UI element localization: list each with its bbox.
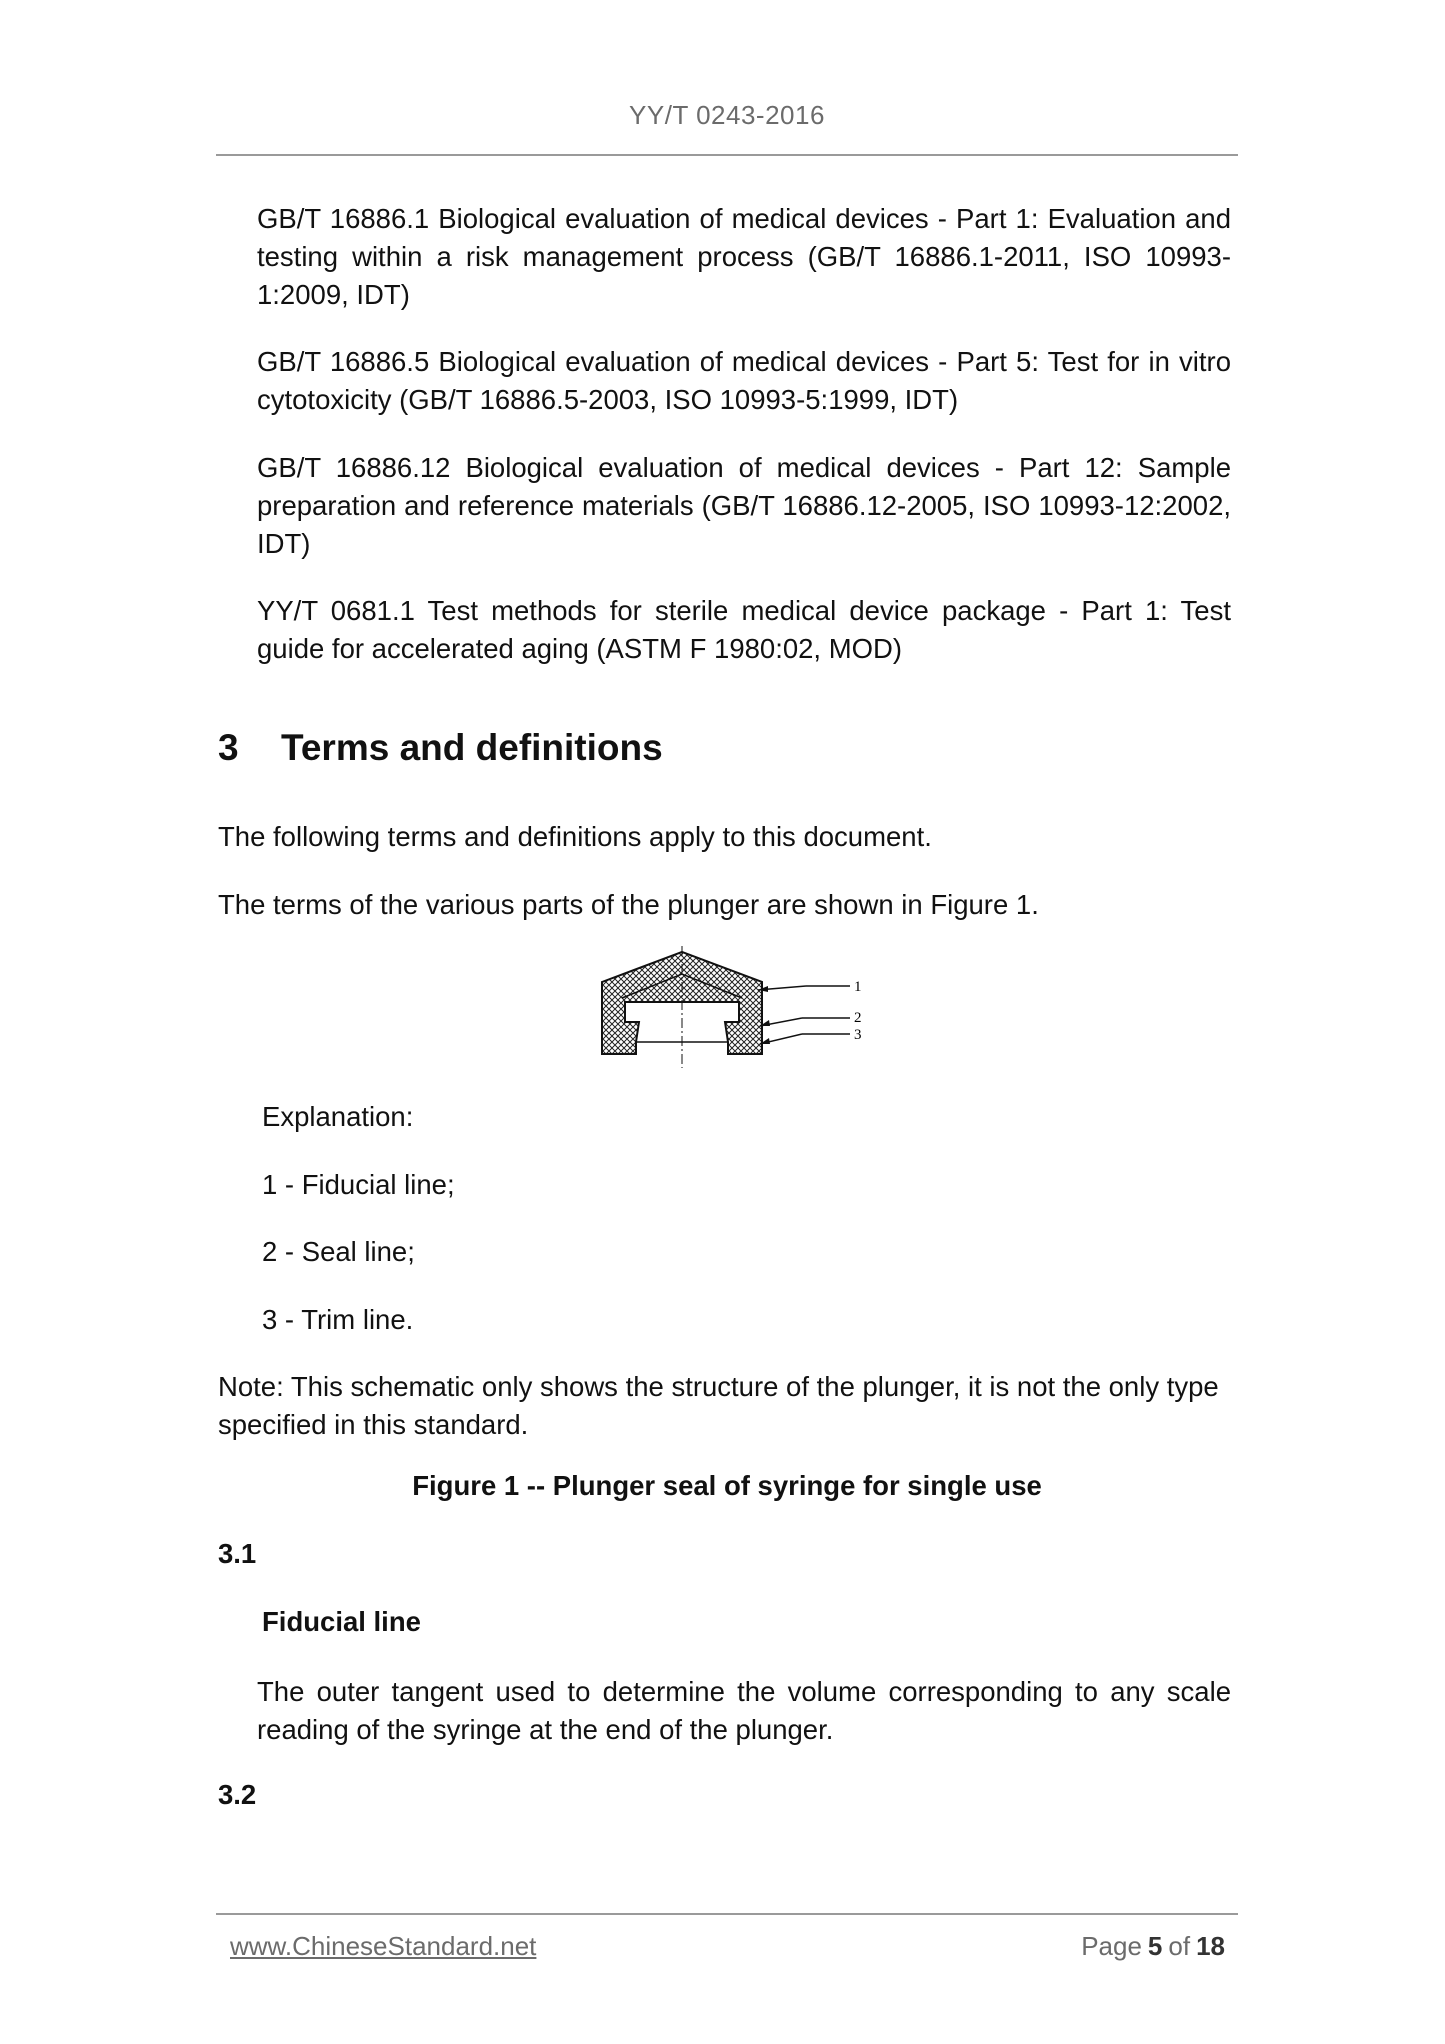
term-fiducial-line: Fiducial line <box>262 1606 421 1637</box>
section-heading <box>218 727 663 769</box>
figure-reference-text: The terms of the various parts of the plunger are shown in Figure 1. <box>218 889 1039 920</box>
section-intro: The following terms and definitions apply to this document. <box>218 821 932 852</box>
plunger-seal-figure <box>588 946 868 1068</box>
reference-gbt-16886-1: GB/T 16886.1 Biological evaluation of medical devices - Part 1: Evaluation and testing within a risk management process (GB/T 16886.1-2011, ISO 10993-1:2009, IDT) <box>257 203 1231 310</box>
term-number-3-2: 3.2 <box>218 1779 257 1810</box>
footer-divider <box>216 1913 1238 1915</box>
page-of-label: of <box>1168 1931 1191 1961</box>
website-link[interactable]: www.ChineseStandard.net <box>230 1931 537 1961</box>
callout-2: 2 <box>854 1010 862 1026</box>
section-number: 3 <box>218 727 239 768</box>
figure-caption: Figure 1 -- Plunger seal of syringe for single use <box>412 1470 1042 1501</box>
figure-note: Note: This schematic only shows the structure of the plunger, it is not the only type specified in this standard. <box>218 1371 1219 1440</box>
page-number: 5 <box>1147 1931 1163 1961</box>
definition-fiducial-line: The outer tangent used to determine the volume corresponding to any scale reading of the syringe at the end of the plunger. <box>257 1676 1231 1745</box>
explanation-item-3: 3 - Trim line. <box>262 1304 414 1335</box>
reference-gbt-16886-5: GB/T 16886.5 Biological evaluation of medical devices - Part 5: Test for in vitro cytotoxicity (GB/T 16886.5-2003, ISO 10993-5:1999, IDT) <box>257 346 1231 415</box>
page-indicator <box>1081 1931 1231 1962</box>
document-code-header: YY/T 0243-2016 <box>629 100 825 130</box>
callout-3: 3 <box>854 1027 862 1043</box>
page-label: Page <box>1081 1931 1142 1961</box>
explanation-title: Explanation: <box>262 1101 414 1132</box>
reference-yyt-0681-1: YY/T 0681.1 Test methods for sterile medical device package - Part 1: Test guide for accelerated aging (ASTM F 1980:02, MOD) <box>257 595 1231 664</box>
reference-gbt-16886-12: GB/T 16886.12 Biological evaluation of medical devices - Part 12: Sample preparation and reference materials (GB/T 16886.12-2005, ISO 10993-12:2002, IDT) <box>257 452 1231 559</box>
term-number-3-1: 3.1 <box>218 1538 257 1569</box>
header-divider <box>216 154 1238 156</box>
explanation-item-1: 1 - Fiducial line; <box>262 1169 455 1200</box>
callout-1: 1 <box>854 979 862 995</box>
section-title: Terms and definitions <box>281 727 663 768</box>
page-total: 18 <box>1196 1931 1225 1961</box>
explanation-item-2: 2 - Seal line; <box>262 1236 415 1267</box>
